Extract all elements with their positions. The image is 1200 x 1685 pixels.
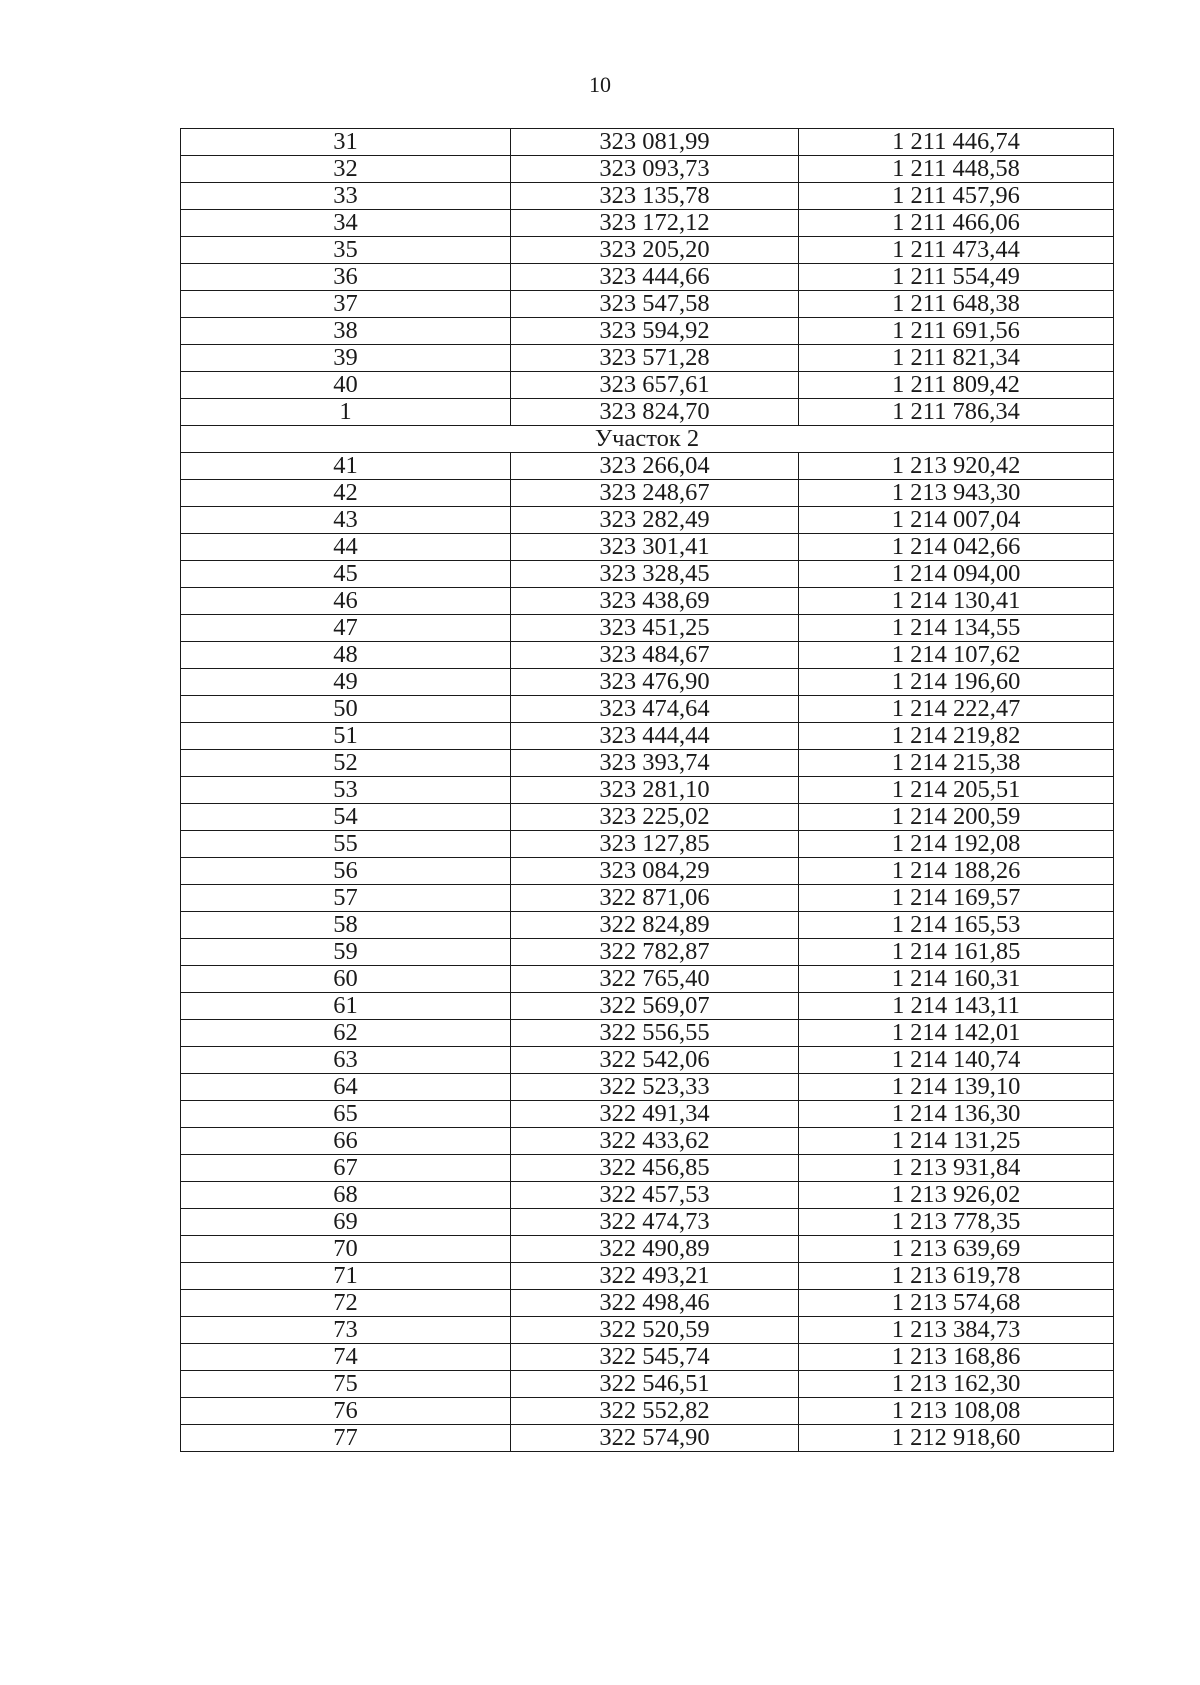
y-coordinate-cell: 1 213 384,73 (799, 1317, 1114, 1344)
table-row (181, 1128, 1114, 1155)
point-number-cell: 60 (181, 966, 511, 993)
table-row (181, 264, 1114, 291)
point-number-cell: 58 (181, 912, 511, 939)
y-coordinate-cell: 1 214 165,53 (799, 912, 1114, 939)
x-coordinate-cell: 323 571,28 (511, 345, 799, 372)
table-row (181, 885, 1114, 912)
x-coordinate-cell: 323 547,58 (511, 291, 799, 318)
table-row (181, 561, 1114, 588)
y-coordinate-cell: 1 214 205,51 (799, 777, 1114, 804)
y-coordinate-cell: 1 214 140,74 (799, 1047, 1114, 1074)
point-number-cell: 74 (181, 1344, 511, 1371)
x-coordinate-cell: 322 765,40 (511, 966, 799, 993)
x-coordinate-cell: 322 782,87 (511, 939, 799, 966)
point-number-cell: 69 (181, 1209, 511, 1236)
y-coordinate-cell: 1 213 168,86 (799, 1344, 1114, 1371)
table-row (181, 1344, 1114, 1371)
x-coordinate-cell: 322 552,82 (511, 1398, 799, 1425)
x-coordinate-cell: 323 328,45 (511, 561, 799, 588)
x-coordinate-cell: 322 569,07 (511, 993, 799, 1020)
x-coordinate-cell: 323 135,78 (511, 183, 799, 210)
y-coordinate-cell: 1 214 192,08 (799, 831, 1114, 858)
x-coordinate-cell: 322 493,21 (511, 1263, 799, 1290)
table-row (181, 912, 1114, 939)
section-label: Участок 2 (181, 426, 1114, 453)
y-coordinate-cell: 1 213 926,02 (799, 1182, 1114, 1209)
x-coordinate-cell: 323 225,02 (511, 804, 799, 831)
table-row (181, 588, 1114, 615)
table-row (181, 723, 1114, 750)
y-coordinate-cell: 1 214 094,00 (799, 561, 1114, 588)
table-row (181, 453, 1114, 480)
point-number-cell: 40 (181, 372, 511, 399)
point-number-cell: 31 (181, 129, 511, 156)
x-coordinate-cell: 323 476,90 (511, 669, 799, 696)
x-coordinate-cell: 322 545,74 (511, 1344, 799, 1371)
coordinates-table (180, 128, 1114, 1452)
x-coordinate-cell: 323 301,41 (511, 534, 799, 561)
table-row (181, 1290, 1114, 1317)
table-row (181, 1236, 1114, 1263)
x-coordinate-cell: 323 127,85 (511, 831, 799, 858)
table-row (181, 156, 1114, 183)
x-coordinate-cell: 323 172,12 (511, 210, 799, 237)
table-row (181, 1209, 1114, 1236)
y-coordinate-cell: 1 214 196,60 (799, 669, 1114, 696)
y-coordinate-cell: 1 214 161,85 (799, 939, 1114, 966)
y-coordinate-cell: 1 214 042,66 (799, 534, 1114, 561)
y-coordinate-cell: 1 214 222,47 (799, 696, 1114, 723)
table-row (181, 399, 1114, 426)
x-coordinate-cell: 323 248,67 (511, 480, 799, 507)
table-row (181, 777, 1114, 804)
x-coordinate-cell: 323 657,61 (511, 372, 799, 399)
point-number-cell: 71 (181, 1263, 511, 1290)
y-coordinate-cell: 1 214 136,30 (799, 1101, 1114, 1128)
point-number-cell: 63 (181, 1047, 511, 1074)
table-row (181, 345, 1114, 372)
x-coordinate-cell: 323 093,73 (511, 156, 799, 183)
y-coordinate-cell: 1 214 143,11 (799, 993, 1114, 1020)
page-number: 10 (589, 72, 611, 97)
x-coordinate-cell: 323 282,49 (511, 507, 799, 534)
x-coordinate-cell: 323 444,44 (511, 723, 799, 750)
point-number-cell: 76 (181, 1398, 511, 1425)
y-coordinate-cell: 1 213 574,68 (799, 1290, 1114, 1317)
x-coordinate-cell: 322 491,34 (511, 1101, 799, 1128)
x-coordinate-cell: 323 084,29 (511, 858, 799, 885)
y-coordinate-cell: 1 211 809,42 (799, 372, 1114, 399)
x-coordinate-cell: 322 433,62 (511, 1128, 799, 1155)
y-coordinate-cell: 1 211 448,58 (799, 156, 1114, 183)
point-number-cell: 32 (181, 156, 511, 183)
table-row (181, 237, 1114, 264)
x-coordinate-cell: 323 474,64 (511, 696, 799, 723)
point-number-cell: 34 (181, 210, 511, 237)
table-row (181, 1317, 1114, 1344)
y-coordinate-cell: 1 213 920,42 (799, 453, 1114, 480)
y-coordinate-cell: 1 211 446,74 (799, 129, 1114, 156)
table-row (181, 1182, 1114, 1209)
x-coordinate-cell: 322 523,33 (511, 1074, 799, 1101)
y-coordinate-cell: 1 214 188,26 (799, 858, 1114, 885)
point-number-cell: 54 (181, 804, 511, 831)
table-row (181, 1074, 1114, 1101)
x-coordinate-cell: 322 824,89 (511, 912, 799, 939)
y-coordinate-cell: 1 213 943,30 (799, 480, 1114, 507)
table-row (181, 669, 1114, 696)
point-number-cell: 44 (181, 534, 511, 561)
table-row (181, 129, 1114, 156)
point-number-cell: 1 (181, 399, 511, 426)
point-number-cell: 75 (181, 1371, 511, 1398)
x-coordinate-cell: 322 574,90 (511, 1425, 799, 1452)
x-coordinate-cell: 322 456,85 (511, 1155, 799, 1182)
table-row (181, 831, 1114, 858)
point-number-cell: 41 (181, 453, 511, 480)
x-coordinate-cell: 323 281,10 (511, 777, 799, 804)
point-number-cell: 67 (181, 1155, 511, 1182)
point-number-cell: 48 (181, 642, 511, 669)
coordinates-table-body (181, 129, 1114, 1452)
y-coordinate-cell: 1 214 160,31 (799, 966, 1114, 993)
point-number-cell: 47 (181, 615, 511, 642)
x-coordinate-cell: 323 484,67 (511, 642, 799, 669)
x-coordinate-cell: 323 393,74 (511, 750, 799, 777)
x-coordinate-cell: 323 444,66 (511, 264, 799, 291)
table-row (181, 183, 1114, 210)
point-number-cell: 43 (181, 507, 511, 534)
point-number-cell: 33 (181, 183, 511, 210)
point-number-cell: 55 (181, 831, 511, 858)
point-number-cell: 61 (181, 993, 511, 1020)
y-coordinate-cell: 1 214 169,57 (799, 885, 1114, 912)
table-row (181, 372, 1114, 399)
point-number-cell: 73 (181, 1317, 511, 1344)
point-number-cell: 51 (181, 723, 511, 750)
point-number-cell: 59 (181, 939, 511, 966)
point-number-cell: 66 (181, 1128, 511, 1155)
x-coordinate-cell: 323 451,25 (511, 615, 799, 642)
x-coordinate-cell: 323 824,70 (511, 399, 799, 426)
y-coordinate-cell: 1 213 778,35 (799, 1209, 1114, 1236)
table-row (181, 1155, 1114, 1182)
point-number-cell: 42 (181, 480, 511, 507)
y-coordinate-cell: 1 214 142,01 (799, 1020, 1114, 1047)
point-number-cell: 39 (181, 345, 511, 372)
table-row (181, 750, 1114, 777)
section-row (181, 426, 1114, 453)
table-row (181, 1371, 1114, 1398)
table-row (181, 1425, 1114, 1452)
x-coordinate-cell: 323 081,99 (511, 129, 799, 156)
point-number-cell: 35 (181, 237, 511, 264)
x-coordinate-cell: 322 474,73 (511, 1209, 799, 1236)
x-coordinate-cell: 322 457,53 (511, 1182, 799, 1209)
y-coordinate-cell: 1 211 457,96 (799, 183, 1114, 210)
y-coordinate-cell: 1 214 107,62 (799, 642, 1114, 669)
table-row (181, 804, 1114, 831)
table-row (181, 696, 1114, 723)
table-row (181, 993, 1114, 1020)
y-coordinate-cell: 1 213 162,30 (799, 1371, 1114, 1398)
y-coordinate-cell: 1 212 918,60 (799, 1425, 1114, 1452)
x-coordinate-cell: 323 266,04 (511, 453, 799, 480)
y-coordinate-cell: 1 214 215,38 (799, 750, 1114, 777)
x-coordinate-cell: 323 594,92 (511, 318, 799, 345)
table-row (181, 642, 1114, 669)
x-coordinate-cell: 322 546,51 (511, 1371, 799, 1398)
y-coordinate-cell: 1 213 619,78 (799, 1263, 1114, 1290)
y-coordinate-cell: 1 211 466,06 (799, 210, 1114, 237)
table-row (181, 534, 1114, 561)
table-row (181, 615, 1114, 642)
point-number-cell: 50 (181, 696, 511, 723)
table-row (181, 318, 1114, 345)
y-coordinate-cell: 1 214 139,10 (799, 1074, 1114, 1101)
x-coordinate-cell: 322 490,89 (511, 1236, 799, 1263)
y-coordinate-cell: 1 214 130,41 (799, 588, 1114, 615)
point-number-cell: 37 (181, 291, 511, 318)
x-coordinate-cell: 322 498,46 (511, 1290, 799, 1317)
point-number-cell: 38 (181, 318, 511, 345)
point-number-cell: 56 (181, 858, 511, 885)
point-number-cell: 45 (181, 561, 511, 588)
table-row (181, 858, 1114, 885)
y-coordinate-cell: 1 213 931,84 (799, 1155, 1114, 1182)
point-number-cell: 46 (181, 588, 511, 615)
y-coordinate-cell: 1 214 219,82 (799, 723, 1114, 750)
table-row (181, 210, 1114, 237)
point-number-cell: 68 (181, 1182, 511, 1209)
x-coordinate-cell: 323 438,69 (511, 588, 799, 615)
table-row (181, 1263, 1114, 1290)
y-coordinate-cell: 1 214 007,04 (799, 507, 1114, 534)
table-row (181, 507, 1114, 534)
y-coordinate-cell: 1 213 639,69 (799, 1236, 1114, 1263)
x-coordinate-cell: 322 871,06 (511, 885, 799, 912)
y-coordinate-cell: 1 213 108,08 (799, 1398, 1114, 1425)
point-number-cell: 49 (181, 669, 511, 696)
y-coordinate-cell: 1 211 821,34 (799, 345, 1114, 372)
point-number-cell: 36 (181, 264, 511, 291)
point-number-cell: 70 (181, 1236, 511, 1263)
point-number-cell: 57 (181, 885, 511, 912)
x-coordinate-cell: 322 520,59 (511, 1317, 799, 1344)
y-coordinate-cell: 1 211 554,49 (799, 264, 1114, 291)
point-number-cell: 62 (181, 1020, 511, 1047)
table-row (181, 966, 1114, 993)
y-coordinate-cell: 1 211 473,44 (799, 237, 1114, 264)
point-number-cell: 65 (181, 1101, 511, 1128)
y-coordinate-cell: 1 211 786,34 (799, 399, 1114, 426)
point-number-cell: 52 (181, 750, 511, 777)
y-coordinate-cell: 1 211 691,56 (799, 318, 1114, 345)
table-row (181, 1398, 1114, 1425)
x-coordinate-cell: 323 205,20 (511, 237, 799, 264)
table-row (181, 480, 1114, 507)
table-row (181, 1101, 1114, 1128)
point-number-cell: 72 (181, 1290, 511, 1317)
point-number-cell: 77 (181, 1425, 511, 1452)
point-number-cell: 64 (181, 1074, 511, 1101)
point-number-cell: 53 (181, 777, 511, 804)
table-row (181, 291, 1114, 318)
y-coordinate-cell: 1 214 131,25 (799, 1128, 1114, 1155)
table-row (181, 1020, 1114, 1047)
table-row (181, 1047, 1114, 1074)
y-coordinate-cell: 1 211 648,38 (799, 291, 1114, 318)
y-coordinate-cell: 1 214 134,55 (799, 615, 1114, 642)
x-coordinate-cell: 322 542,06 (511, 1047, 799, 1074)
table-row (181, 939, 1114, 966)
x-coordinate-cell: 322 556,55 (511, 1020, 799, 1047)
y-coordinate-cell: 1 214 200,59 (799, 804, 1114, 831)
